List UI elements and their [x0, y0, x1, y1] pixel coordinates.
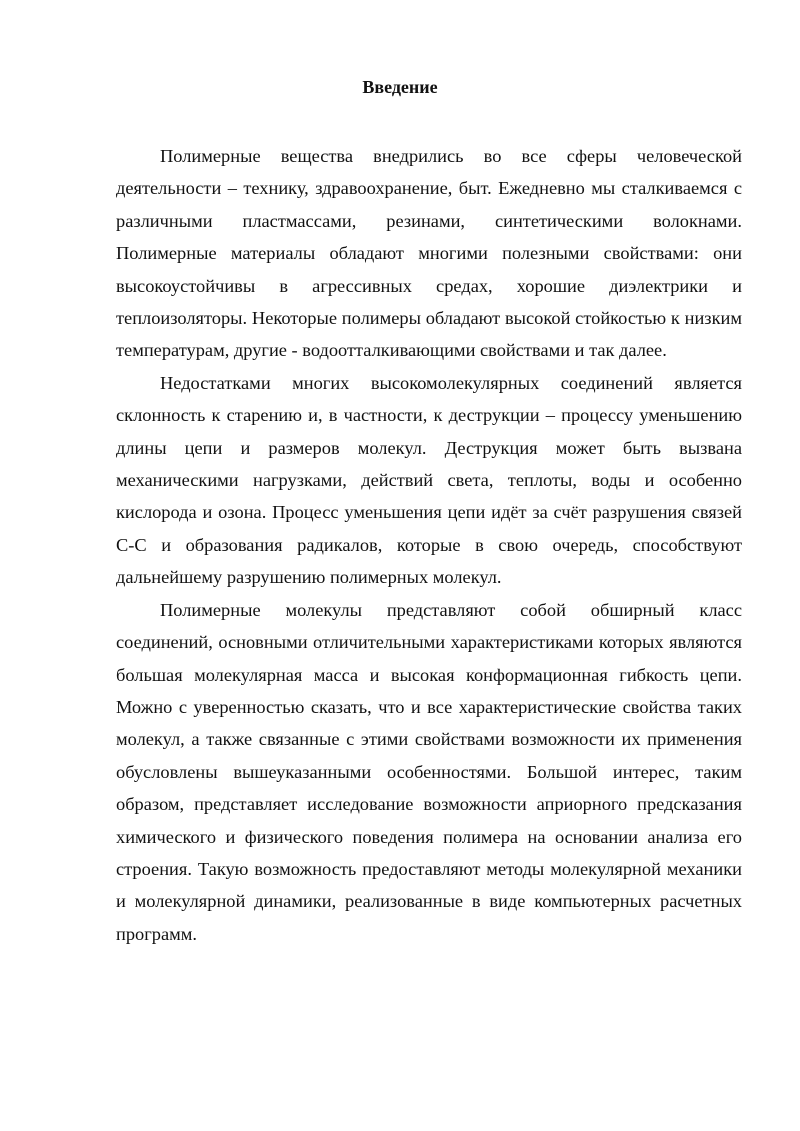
paragraph-1: Полимерные вещества внедрились во все сферы человеческой деятельности – технику, здравоохранение, быт. Ежедневно мы сталкиваемся с различными пластмассами, резинами, синтетическими волокнами. Полимерные материалы обладают многими полезными свойствами: они высокоустойчивы в агрессивных средах, хорошие диэлектрики и теплоизоляторы. Некоторые полимеры обладают высокой стойкостью к низким температурам, другие - водоотталкивающими свойствами и так далее. — [116, 146, 742, 361]
paragraph-3: Полимерные молекулы представляют собой обширный класс соединений, основными отличительными характеристиками которых являются большая молекулярная масса и высокая конформационная гибкость цепи. Можно с уверенностью сказать, что и все характеристические свойства таких молекул, а также связанные с этими свойствами возможности их применения обусловлены вышеуказанными особенностями. Большой интерес, таким образом, представляет исследование возможности априорного предсказания химического и физического поведения полимера на основании анализа его строения. Такую возможность предоставляют методы молекулярной механики и молекулярной динамики, реализованные в виде компьютерных расчетных программ. — [116, 599, 742, 944]
paragraph-2: Недостатками многих высокомолекулярных соединений является склонность к старению и, в частности, к деструкции – процессу уменьшению длины цепи и размеров молекул. Деструкция может быть вызвана механическими нагрузками, действий света, теплоты, воды и особенно кислорода и озона. Процесс уменьшения цепи идёт за счёт разрушения связей С-С и образования радикалов, которые в свою очередь, способствуют дальнейшему разрушению полимерных молекул. — [116, 372, 742, 588]
document-body — [116, 140, 742, 950]
page-title: Введение — [362, 77, 438, 97]
